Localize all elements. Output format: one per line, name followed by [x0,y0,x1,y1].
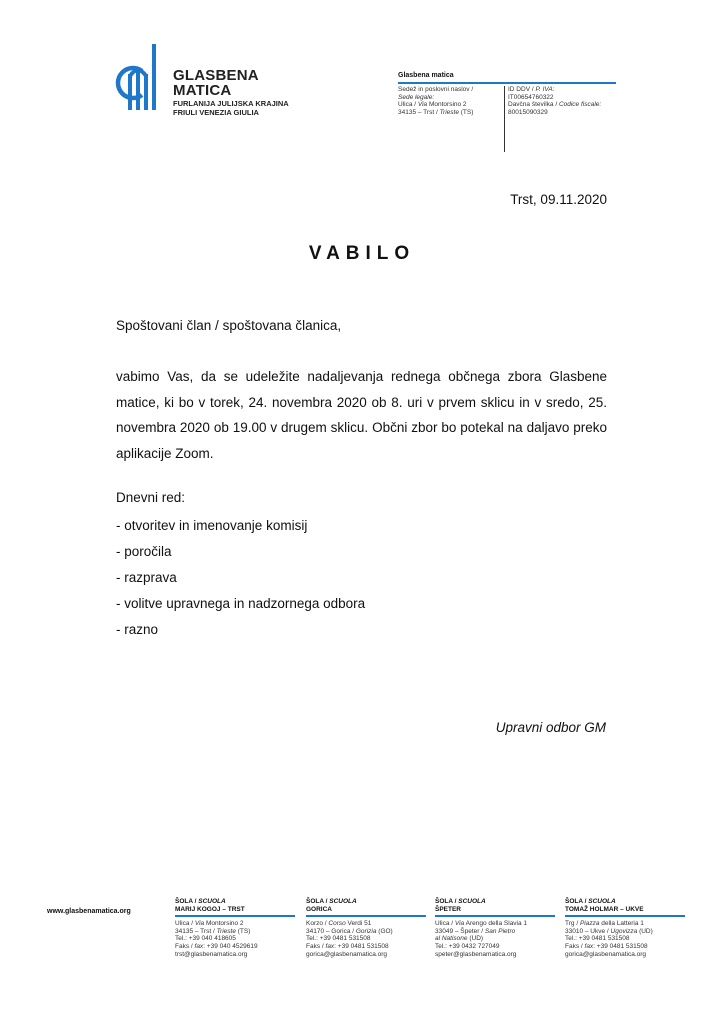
school-label: ŠOLA / SCUOLA [306,898,357,905]
school-info-line: Ulica / Via Montorsino 2 [175,920,244,928]
agenda-item: - volitve upravnega in nadzornega odbora [116,596,366,611]
logo-name-line1: GLASBENA [173,67,259,84]
header-tax-block [508,86,620,116]
footer-school-gorica [306,898,432,958]
letter-signature: Upravni odbor GM [495,720,606,735]
school-info-line: 33010 – Ukve / Ugovizza (UD) [565,927,653,935]
school-divider [435,915,555,917]
school-info-line: 33049 – Špeter / San Pietro [435,927,516,935]
school-info-line: Tel.: +39 0432 727049 [435,942,500,950]
school-info-line: gorica@glasbenamatica.org [565,950,647,958]
school-info-line: Faks / fax: +39 040 4529619 [175,942,258,950]
agenda-item: - razprava [116,570,177,585]
letter-title: VABILO [308,243,416,264]
school-info-line: 34135 – Trst / Trieste (TS) [175,927,251,935]
header-org-name: Glasbena matica [398,72,454,79]
school-name: MARIJ KOGOJ – TRST [175,905,245,913]
header-address-block [398,86,502,116]
school-info-line: Ulica / Via Arengo della Slavia 1 [435,920,528,928]
school-name: TOMAŽ HOLMAR – UKVE [565,905,644,913]
agenda-item: - otvoritev in imenovanje komisij [116,518,308,533]
school-info-line: gorica@glasbenamatica.org [306,950,388,958]
school-info-line: Faks / fax: +39 0481 531508 [565,942,648,950]
school-info-line: al Natisone (UD) [435,935,484,943]
header-tax-line: ID DDV / P. IVA: [508,86,555,93]
school-name: GORICA [306,905,332,913]
school-info-line: Tel.: +39 040 418605 [175,935,236,943]
agenda-list [116,513,365,643]
school-info-line: Tel.: +39 0481 531508 [306,935,371,943]
header-column-separator [504,86,505,152]
school-divider [565,915,685,917]
school-info-line: speter@glasbenamatica.org [435,950,517,958]
footer-website-link[interactable]: www.glasbenamatica.org [47,908,131,915]
footer-school-ukve [565,898,691,958]
school-info-line: Faks / fax: +39 0481 531508 [306,942,389,950]
school-divider [306,915,426,917]
header-address-line: Sede legale: [398,93,435,101]
school-label: ŠOLA / SCUOLA [565,898,616,905]
school-label: ŠOLA / SCUOLA [435,898,486,905]
school-info-line: Trg / Piazza della Latteria 1 [565,920,644,928]
footer-school-speter [435,898,561,958]
agenda-item: - razno [116,622,159,637]
school-divider [175,915,295,917]
school-info-line: Tel.: +39 0481 531508 [565,935,630,943]
letter-body-paragraph: vabimo Vas, da se udeležite nadaljevanja rednega občnega zbora Glasbene matice, ki bo v torek, 24. novembra 2020 ob 8. uri v prvem sklicu in v sredo, 25. novembra 2020 ob 19.00 v drugem sklicu. Občni zbor bo potekal na daljavo preko aplikacije Zoom. [116,369,607,461]
school-info-line: Korzo / Corso Verdi 51 [306,920,372,928]
agenda-item: - poročila [116,544,172,559]
header-address-line: Ulica / Via Montorsino 2 [398,101,467,109]
header-address-line: Sedež in poslovni naslov / [398,86,474,93]
header-tax-line: 80015090329 [508,108,548,116]
agenda-heading: Dnevni red: [116,490,186,505]
glasbena-matica-logo-icon [108,44,160,112]
school-label: ŠOLA / SCUOLA [175,898,226,905]
school-info-line: trst@glasbenamatica.org [175,950,248,958]
school-info-line: 34170 – Gorica / Gorizia (GO) [306,927,393,935]
letter-date: Trst, 09.11.2020 [510,192,607,207]
footer-school-trst [175,898,301,958]
logo-region-line1: FURLANIJA JULIJSKA KRAJINA [173,99,289,108]
letter-salutation: Spoštovani član / spoštovana članica, [116,318,342,333]
school-name: ŠPETER [435,905,462,913]
header-divider [398,82,616,84]
logo-region-line2: FRIULI VENEZIA GIULIA [173,107,259,117]
header-tax-line: Davčna številka / Codice fiscale: [508,101,602,109]
header-address-line: 34135 – Trst / Trieste (TS) [398,108,474,116]
logo-wordmark [173,68,289,117]
logo-name-line2: MATICA [173,82,232,99]
header-tax-line: IT00654760322 [508,93,554,101]
